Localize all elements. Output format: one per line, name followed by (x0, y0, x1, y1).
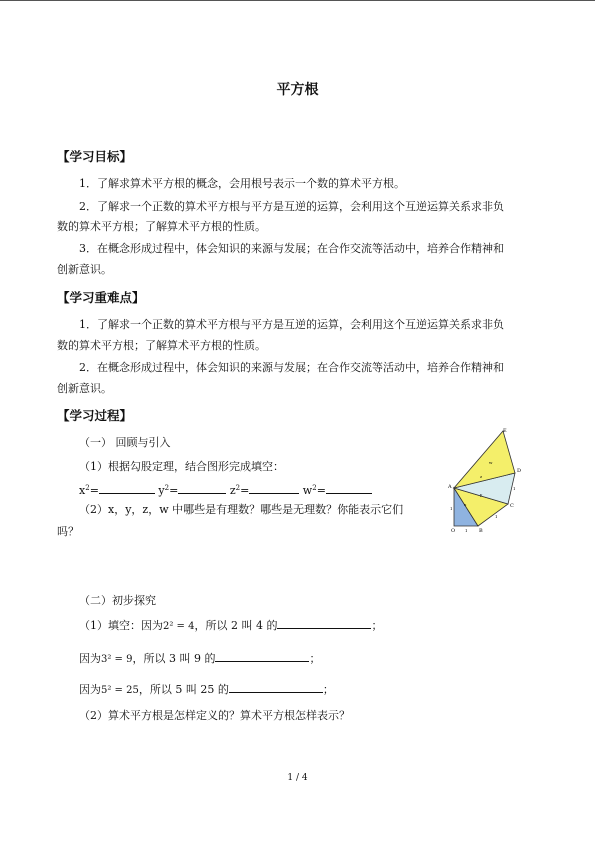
key-line-4: 创新意识。 (57, 382, 112, 395)
fill-line-3 (79, 681, 334, 698)
label-side-ob: 1 (465, 528, 468, 533)
label-side-cd: 1 (513, 486, 516, 491)
pythagorean-spiral-figure (440, 428, 530, 534)
exp-w: 2 (312, 484, 317, 492)
part1-title: （一） 回顾与引入 (79, 436, 171, 449)
blank-fill1[interactable] (277, 617, 371, 629)
label-w: w (489, 460, 493, 465)
fill2-suffix: ，所以 3 叫 9 的 (132, 652, 216, 665)
blank-w[interactable] (326, 482, 372, 494)
exp-z: 2 (235, 484, 241, 492)
eq-z: = (240, 484, 250, 497)
fill-line-1 (79, 617, 382, 634)
blank-fill3[interactable] (229, 681, 323, 693)
heading-key-points: 【学习重难点】 (57, 290, 145, 305)
part2-title: （二）初步探究 (79, 594, 156, 607)
fill2-end: ； (309, 652, 321, 665)
eq-x: = (89, 484, 99, 497)
question-2-line-1: （2）x，y，z，w 中哪些是有理数？哪些是无理数？你能表示它们 (79, 503, 404, 516)
goal-line-4: 3．在概念形成过程中，体会知识的来源与发展；在合作交流等活动中，培养合作精神和 (79, 242, 504, 255)
goal-line-5: 创新意识。 (57, 263, 112, 276)
heading-learning-goals: 【学习目标】 (57, 149, 133, 164)
goal-line-3: 数的算术平方根；了解算术平方根的性质。 (57, 220, 266, 233)
label-x: x (464, 502, 467, 507)
goal-line-2: 2．了解求一个正数的算术平方根与平方是互逆的运算，会利用这个互逆运算关系求非负 (79, 200, 504, 213)
page-title: 平方根 (276, 82, 319, 98)
fill3-prefix: 因为 (79, 683, 101, 696)
var-z: z (229, 484, 236, 497)
blank-y[interactable] (178, 482, 226, 494)
key-line-1: 1．了解求一个正数的算术平方根与平方是互逆的运算，会利用这个互逆运算关系求非负 (79, 318, 504, 331)
label-side-bc: 1 (495, 514, 498, 519)
heading-learning-process: 【学习过程】 (57, 408, 133, 423)
label-a: A (448, 484, 452, 490)
fill2-prefix: 因为 (79, 652, 101, 665)
key-line-3: 2．在概念形成过程中，体会知识的来源与发展；在合作交流等活动中，培养合作精神和 (79, 361, 504, 374)
key-line-2: 数的算术平方根；了解算术平方根的性质。 (57, 339, 266, 352)
fill-in-squares (79, 482, 372, 498)
label-c: C (510, 503, 514, 509)
label-d: D (517, 468, 522, 474)
blank-fill2[interactable] (215, 650, 309, 662)
label-b: B (479, 528, 483, 534)
label-side-oa: 1 (450, 506, 453, 511)
goal-line-1: 1．了解求算术平方根的概念，会用根号表示一个数的算术平方根。 (79, 177, 405, 190)
exp-y: 2 (164, 484, 170, 492)
var-x: x (79, 484, 86, 497)
fill2-equation: 3² = 9 (101, 654, 133, 665)
eq-y: = (169, 484, 179, 497)
fill3-end: ； (322, 683, 334, 696)
var-y: y (158, 484, 165, 497)
exp-x: 2 (85, 484, 90, 492)
question-definition: （2）算术平方根是怎样定义的？算术平方根怎样表示？ (79, 709, 350, 722)
fill3-suffix: ，所以 5 叫 25 的 (138, 683, 229, 696)
question-1: （1）根据勾股定理，结合图形完成填空： (79, 460, 284, 473)
fill1-end: ； (371, 619, 383, 632)
page-top-border (0, 0, 595, 1)
label-o: O (451, 528, 456, 534)
fill3-equation: 5² = 25 (101, 685, 139, 696)
page-number: 1 / 4 (287, 773, 308, 783)
var-w: w (302, 484, 313, 497)
label-z: z (480, 474, 483, 479)
fill1-prefix: （1）填空：因为 (79, 619, 163, 632)
fill1-suffix: ，所以 2 叫 4 的 (194, 619, 278, 632)
blank-x[interactable] (99, 482, 155, 494)
fill1-equation: 2² = 4 (163, 621, 195, 632)
blank-z[interactable] (249, 482, 299, 494)
label-e: E (503, 428, 507, 434)
label-y: y (480, 492, 483, 497)
fill-line-2 (79, 650, 320, 667)
question-2-line-2: 吗？ (57, 525, 79, 538)
eq-w: = (316, 484, 326, 497)
